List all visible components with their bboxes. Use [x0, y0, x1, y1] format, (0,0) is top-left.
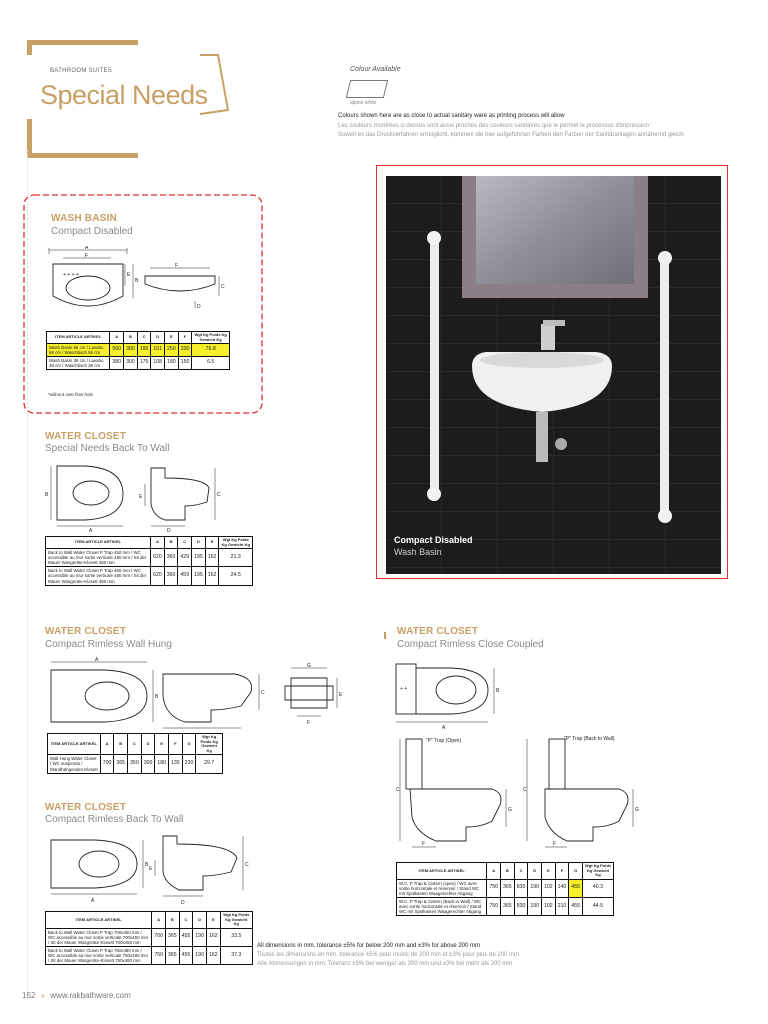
- table-cell: 21.3: [219, 549, 253, 567]
- svg-text:A: A: [442, 725, 446, 730]
- basin-table-header: [47, 332, 230, 344]
- svg-text:D: D: [181, 900, 185, 905]
- table-header-cell: E: [155, 734, 169, 755]
- table-header-cell: A: [151, 537, 165, 549]
- table-header-cell: D: [141, 734, 155, 755]
- dimensions-note-fr: Toutes les dimensions en mm. tolérance ±5% pour moins de 200 mm et ±3% pour plus de 200 mm: [257, 952, 520, 958]
- page-number: 152: [22, 991, 36, 1000]
- table-cell: 830: [514, 879, 528, 897]
- wc4-bullet: [384, 632, 386, 639]
- table-cell: 360: [164, 549, 178, 567]
- svg-text:A: A: [91, 898, 95, 904]
- svg-text:C: C: [261, 690, 265, 696]
- wc3-drawing: [45, 830, 255, 905]
- table-cell: 29.7: [196, 755, 223, 773]
- wc4-subtitle: Compact Rimless Close Coupled: [397, 639, 544, 650]
- table-cell: 162: [206, 946, 220, 964]
- table-cell: 140: [555, 879, 569, 897]
- table-cell-desc: Wash Basin 38 cm / Lavabo 38 cm / Waschtisch 38 cm: [47, 357, 110, 370]
- photo-caption-sub: Wash Basin: [394, 547, 442, 557]
- table-cell: 24.5: [219, 567, 253, 585]
- table-cell: 135: [169, 755, 183, 773]
- table-header-cell: B: [501, 863, 515, 880]
- table-cell: 300: [124, 357, 138, 370]
- table-cell: 150: [178, 357, 192, 370]
- table-cell: 365: [114, 755, 128, 773]
- table-cell: 210: [555, 897, 569, 915]
- wc2-spec-table: [47, 733, 223, 774]
- table-header-cell: B: [114, 734, 128, 755]
- wc4-label-p-wall: "P" Trap (Back to Wall): [564, 736, 615, 742]
- basin-title: WASH BASIN: [51, 213, 117, 224]
- table-header-cell: ITEM ARTICLE ARTIKEL: [46, 912, 152, 929]
- table-header-cell: G: [182, 734, 196, 755]
- table-row: [47, 344, 230, 357]
- table-header-cell: E: [165, 332, 179, 344]
- svg-text:F: F: [307, 720, 311, 726]
- table-header-cell: F: [169, 734, 183, 755]
- table-cell-desc: Back to Wall Water Closet P Trap 750x480 mm / WC accessible au mur sortie verticale 750x480 mm / Sit der Mauer Wasgeräte-Klosett 750x480 mm: [46, 946, 152, 964]
- wc4-table-header: [397, 863, 614, 880]
- table-header-cell: Wgt Kg Poids Kg Gewicht Kg: [219, 537, 253, 549]
- table-cell: 40.3: [582, 879, 613, 897]
- table-cell: 195: [192, 549, 206, 567]
- table-header-cell: C: [178, 537, 192, 549]
- table-cell: 365: [165, 928, 179, 946]
- table-header-cell: Wgt Kg Poids Kg Gewicht Kg: [192, 332, 230, 344]
- table-header-cell: ITEM ARTICLE ARTIKEL: [47, 332, 110, 344]
- table-cell: 365: [501, 897, 515, 915]
- table-cell: 365: [165, 946, 179, 964]
- table-cell: 455: [569, 897, 583, 915]
- wc3-subtitle: Compact Rimless Back To Wall: [45, 814, 184, 825]
- footer: [22, 991, 131, 1000]
- table-cell: 44.5: [582, 897, 613, 915]
- colour-note-fr: Les couleurs montrées ci dessus sont aussi proches des couleurs sanitaires que le permet le processus d'impression: [338, 123, 649, 129]
- colour-note-en: Colours shown here are as close to actual sanitary ware as printing process will allow: [338, 113, 565, 119]
- svg-text:B: B: [496, 688, 500, 694]
- page-title: Special Needs: [40, 80, 208, 110]
- table-cell: 175: [137, 357, 151, 370]
- table-cell: 455: [179, 946, 193, 964]
- product-photo-image: [386, 176, 721, 574]
- table-cell: 190: [193, 946, 207, 964]
- table-cell: 750: [487, 897, 501, 915]
- table-cell: 750: [152, 946, 166, 964]
- table-header-cell: B: [164, 537, 178, 549]
- table-cell: 101: [151, 344, 165, 357]
- wc2-drawing: [45, 656, 355, 731]
- table-header-cell: Wgt Kg Poids Kg Gewicht Kg: [582, 863, 613, 880]
- svg-text:D: D: [167, 528, 171, 533]
- wc3-table-header: [46, 912, 253, 929]
- table-cell: 830: [514, 897, 528, 915]
- table-cell: 37.3: [220, 946, 252, 964]
- table-cell: 365: [501, 879, 515, 897]
- table-cell: 560: [110, 344, 124, 357]
- wc4-title: WATER CLOSET: [397, 626, 479, 637]
- table-cell: 620: [151, 549, 165, 567]
- table-cell: 429: [178, 549, 192, 567]
- table-cell: 190: [193, 928, 207, 946]
- svg-text:F: F: [422, 841, 426, 847]
- svg-text:B: B: [145, 862, 149, 868]
- table-cell: 190: [528, 879, 542, 897]
- wc3-spec-table: [45, 911, 253, 965]
- wc2-title: WATER CLOSET: [45, 626, 127, 637]
- basin-footnote: *without over flow hole: [48, 392, 94, 397]
- table-header-cell: D: [192, 537, 206, 549]
- wc3-title: WATER CLOSET: [45, 802, 127, 813]
- table-cell: 200: [178, 344, 192, 357]
- table-row: [397, 897, 614, 915]
- table-cell: 162: [205, 549, 219, 567]
- svg-text:B: B: [45, 492, 49, 498]
- wc2-subtitle: Compact Rimless Wall Hung: [45, 639, 172, 650]
- table-header-cell: C: [514, 863, 528, 880]
- wc4-side-drawing-wall: [523, 737, 643, 849]
- table-cell: 162: [206, 928, 220, 946]
- footer-separator: »: [40, 991, 46, 1000]
- wc1-title: WATER CLOSET: [45, 431, 127, 442]
- table-cell: 250: [165, 344, 179, 357]
- table-cell: 76.8: [192, 344, 230, 357]
- table-cell: 380: [124, 344, 138, 357]
- svg-text:E: E: [127, 272, 131, 278]
- table-header-cell: E: [205, 537, 219, 549]
- svg-text:+ + + +: + + + +: [63, 272, 79, 278]
- basin-spec-table: [46, 331, 230, 370]
- table-cell: 459: [178, 567, 192, 585]
- table-cell: 102: [542, 897, 556, 915]
- colour-title: Colour Available: [350, 66, 401, 73]
- table-header-cell: A: [152, 912, 166, 929]
- table-cell: 750: [487, 879, 501, 897]
- table-cell-desc: Wall Hung Water Closet / WC suspendu / Wandhängendes Klosett: [48, 755, 101, 773]
- wc1-spec-table: [45, 536, 253, 586]
- wc4-label-p-open: "P" Trap (Open): [426, 738, 462, 744]
- table-header-cell: F: [555, 863, 569, 880]
- svg-text:E: E: [139, 494, 143, 500]
- table-cell-desc: Back to Wall Water Closet P Trap 450 mm / WC accessible au mur sortie verticale 450 mm / Sit der Mauer Wasgeräte-Klosett 450 mm: [46, 549, 151, 567]
- table-cell: 102: [542, 879, 556, 897]
- table-header-cell: Wgt Kg Poids Kg Gewicht Kg: [196, 734, 223, 755]
- svg-text:F: F: [553, 841, 557, 847]
- table-header-cell: E: [542, 863, 556, 880]
- table-cell: 700: [100, 755, 114, 773]
- header-kicker: BATHROOM SUITES: [50, 68, 113, 74]
- table-cell: 162: [205, 567, 219, 585]
- wc2-table-header: [48, 734, 223, 755]
- table-header-cell: G: [569, 863, 583, 880]
- basin-drawing: [45, 246, 235, 321]
- svg-text:C: C: [245, 862, 249, 868]
- table-header-cell: ITEM ARTICLE ARTIKEL: [48, 734, 101, 755]
- table-cell: 195: [137, 344, 151, 357]
- table-cell: 230: [182, 755, 196, 773]
- table-header-cell: A: [110, 332, 124, 344]
- table-cell: 108: [151, 357, 165, 370]
- svg-text:+ +: + +: [400, 686, 408, 692]
- svg-text:B: B: [155, 694, 159, 700]
- svg-text:C: C: [396, 787, 400, 793]
- table-header-cell: E: [206, 912, 220, 929]
- table-cell: 195: [192, 567, 206, 585]
- svg-text:A: A: [95, 657, 99, 663]
- table-cell: 620: [151, 567, 165, 585]
- svg-text:E: E: [149, 866, 153, 872]
- table-row: [46, 928, 253, 946]
- table-header-cell: D: [528, 863, 542, 880]
- dimensions-note-de: Alle Abmessungen in mm. Toleranz ±5% bei weniger als 200 mm und ±3% bei mehr als 200 mm: [257, 961, 513, 967]
- table-cell: 455: [179, 928, 193, 946]
- table-cell: 180: [165, 357, 179, 370]
- wc4-plan-drawing: [392, 660, 502, 730]
- svg-text:C: C: [217, 492, 221, 498]
- table-cell: 700: [152, 928, 166, 946]
- svg-text:G: G: [307, 663, 311, 669]
- table-cell: 300: [141, 755, 155, 773]
- product-photo: [386, 176, 721, 574]
- svg-text:E: E: [339, 692, 343, 698]
- table-header-cell: A: [100, 734, 114, 755]
- table-cell-desc: Wash Basin 56 cm / Lavabo 56 cm / Waschtisch 56 cm: [47, 344, 110, 357]
- table-header-cell: F: [178, 332, 192, 344]
- wc1-drawing: [45, 458, 235, 533]
- table-row: [46, 946, 253, 964]
- svg-text:G: G: [635, 807, 639, 813]
- table-row: [46, 549, 253, 567]
- basin-subtitle: Compact Disabled: [51, 226, 133, 237]
- svg-text:A: A: [85, 246, 89, 251]
- table-header-cell: C: [128, 734, 142, 755]
- wc1-table-header: [46, 537, 253, 549]
- svg-text:B: B: [135, 278, 139, 284]
- table-cell: 6.5: [192, 357, 230, 370]
- table-cell-desc: W.C. P Trap & Cistern (open) / WC avec sortie horizontale et réservoir / Stand WC mit Spülkasten Waagerechter Abgang: [397, 879, 487, 897]
- table-cell: 360: [164, 567, 178, 585]
- svg-text:D: D: [197, 304, 201, 310]
- colour-note-de: Soweit es das Druckverfahren ermöglicht, kommen die hier aufgeführten Farben den Farben der Sanitäranlagen annähernd gleich: [338, 132, 684, 138]
- table-row: [47, 357, 230, 370]
- svg-text:G: G: [508, 807, 512, 813]
- table-header-cell: Wgt Kg Poids Kg Gewicht Kg: [220, 912, 252, 929]
- table-header-cell: C: [179, 912, 193, 929]
- svg-text:C: C: [221, 284, 225, 290]
- photo-caption-title: Compact Disabled: [394, 535, 473, 545]
- table-cell-desc: W.C. P Trap & Cistern (Back to Wall) / WC avec sortie horizontale et réservoir / Stand WC mit Spülkasten Waagerechter Abgang: [397, 897, 487, 915]
- table-cell: 455: [569, 879, 583, 897]
- colour-swatch-label: alpine white: [350, 100, 377, 106]
- wc4-side-drawing-open: [396, 737, 516, 849]
- table-cell-desc: Back to Wall Water Closet P Trap 480 mm / WC accessible au mur sortie verticale 480 mm / Sit der Mauer Wasgeräte-Klosett 480 mm: [46, 567, 151, 585]
- svg-text:C: C: [523, 787, 527, 793]
- table-header-cell: D: [151, 332, 165, 344]
- colour-swatch: [346, 80, 388, 98]
- svg-text:F: F: [175, 263, 179, 269]
- table-cell: 380: [110, 357, 124, 370]
- svg-text:A: A: [89, 528, 93, 533]
- table-cell: 33.5: [220, 928, 252, 946]
- table-header-cell: ITEM ARTICLE ARTIKEL: [46, 537, 151, 549]
- table-header-cell: C: [137, 332, 151, 344]
- table-header-cell: ITEM ARTICLE ARTIKEL: [397, 863, 487, 880]
- table-cell: 350: [128, 755, 142, 773]
- svg-text:F: F: [85, 253, 89, 259]
- table-header-cell: D: [193, 912, 207, 929]
- table-row: [48, 755, 223, 773]
- table-row: [397, 879, 614, 897]
- table-header-cell: B: [124, 332, 138, 344]
- wc4-spec-table: [396, 862, 614, 916]
- table-cell: 180: [155, 755, 169, 773]
- footer-url[interactable]: www.rakbathware.com: [50, 991, 131, 1000]
- table-header-cell: A: [487, 863, 501, 880]
- table-cell: 190: [528, 897, 542, 915]
- wc1-subtitle: Special Needs Back To Wall: [45, 443, 170, 454]
- table-row: [46, 567, 253, 585]
- table-cell-desc: Back to Wall Water Closet P Trap 700x450 mm / WC accessible au mur sortie verticale 700x450 mm / Sit der Mauer Wasgeräte-Klosett 700x450 mm: [46, 928, 152, 946]
- table-header-cell: B: [165, 912, 179, 929]
- dimensions-note-en: All dimensions in mm. tolerance ±5% for below 200 mm and ±3% for above 200 mm: [257, 943, 481, 949]
